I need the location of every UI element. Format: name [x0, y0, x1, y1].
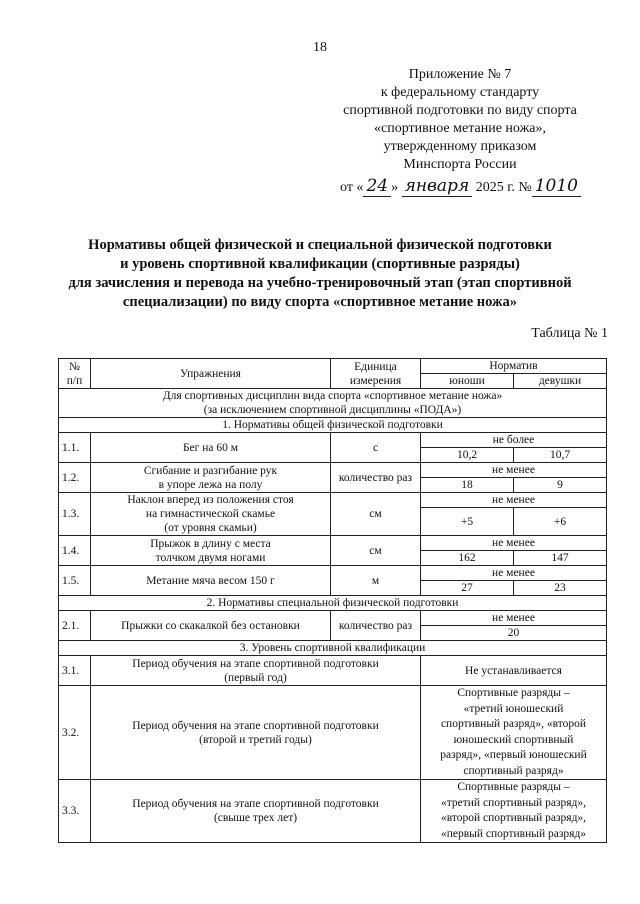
exercise-cell: Метание мяча весом 150 г: [91, 566, 331, 596]
table-row: [59, 463, 607, 478]
handwritten-month: января: [402, 176, 473, 197]
qualification-cell: Не устанавливается: [421, 656, 607, 686]
boys-value: 10,2: [421, 448, 514, 463]
row-number: 3.1.: [59, 656, 91, 686]
title-line: для зачисления и перевода на учебно-тренировочный этап (этап спортивной: [68, 275, 572, 291]
title-line: Нормативы общей физической и специальной физической подготовки: [88, 237, 552, 253]
appendix-line: утвержденному приказом: [383, 139, 537, 154]
table-number: Таблица № 1: [531, 326, 608, 341]
section-1-title: 1. Нормативы общей физической подготовки: [59, 418, 607, 433]
table-row: [59, 493, 607, 508]
row-number: 1.5.: [59, 566, 91, 596]
row-number: 1.4.: [59, 536, 91, 566]
row-number: 2.1.: [59, 611, 91, 641]
qualification-cell: Спортивные разряды – «третий юношеский спортивный разряд», «второй юношеский спортивный разряд», «первый юношеский спортивный разряд»: [421, 686, 607, 780]
table-row: [59, 611, 607, 626]
appendix-line: Минспорта России: [403, 157, 517, 172]
condition-cell: не менее: [421, 493, 607, 508]
table-row: [59, 780, 607, 843]
period-cell: Период обучения на этапе спортивной подготовки (свыше трех лет): [91, 780, 421, 843]
row-number: 1.3.: [59, 493, 91, 536]
unit-cell: см: [331, 536, 421, 566]
girls-value: 10,7: [514, 448, 607, 463]
value-cell: 20: [421, 626, 607, 641]
row-number: 3.2.: [59, 686, 91, 780]
table-row: [59, 686, 607, 780]
girls-value: +6: [514, 508, 607, 536]
appendix-line: «спортивное метание ножа»,: [374, 121, 546, 136]
girls-value: 147: [514, 551, 607, 566]
boys-value: +5: [421, 508, 514, 536]
table-row: [59, 433, 607, 448]
header-number: № п/п: [59, 359, 91, 389]
condition-cell: не менее: [421, 536, 607, 551]
scope-cell: Для спортивных дисциплин вида спорта «спортивное метание ножа» (за исключением спортивной дисциплины «ПОДА»): [59, 389, 607, 418]
appendix-header: [340, 66, 580, 197]
appendix-line: спортивной подготовки по виду спорта: [343, 103, 577, 118]
handwritten-day: 24: [363, 176, 391, 197]
boys-value: 27: [421, 581, 514, 596]
row-number: 1.1.: [59, 433, 91, 463]
document-title: [30, 236, 610, 312]
boys-value: 162: [421, 551, 514, 566]
year-text: 2025 г. №: [475, 180, 532, 195]
appendix-line: Приложение № 7: [408, 67, 512, 82]
period-cell: Период обучения на этапе спортивной подготовки (первый год): [91, 656, 421, 686]
section-row: [59, 641, 607, 656]
appendix-line: к федеральному стандарту: [380, 85, 540, 100]
unit-cell: количество раз: [331, 463, 421, 493]
condition-cell: не менее: [421, 566, 607, 581]
row-number: 1.2.: [59, 463, 91, 493]
girls-value: 23: [514, 581, 607, 596]
date-prefix: от «: [340, 180, 364, 195]
boys-value: 18: [421, 478, 514, 493]
header-boys: юноши: [421, 374, 514, 389]
girls-value: 9: [514, 478, 607, 493]
table-row: [59, 566, 607, 581]
period-cell: Период обучения на этапе спортивной подготовки (второй и третий годы): [91, 686, 421, 780]
header-norm: Норматив: [421, 359, 607, 374]
quote-close: »: [391, 180, 399, 195]
exercise-cell: Наклон вперед из положения стоя на гимнастической скамье (от уровня скамьи): [91, 493, 331, 536]
table-row: [59, 656, 607, 686]
order-date-line: [340, 177, 580, 197]
title-line: специализации) по виду спорта «спортивное метание ножа»: [122, 294, 518, 310]
norms-table: [58, 358, 607, 843]
unit-cell: количество раз: [331, 611, 421, 641]
table-row: [59, 536, 607, 551]
exercise-cell: Прыжок в длину с места толчком двумя ногами: [91, 536, 331, 566]
exercise-cell: Прыжки со скакалкой без остановки: [91, 611, 331, 641]
section-row: [59, 418, 607, 433]
unit-cell: м: [331, 566, 421, 596]
title-line: и уровень спортивной квалификации (спортивные разряды): [120, 256, 520, 272]
section-2-title: 2. Нормативы специальной физической подготовки: [59, 596, 607, 611]
section-3-title: 3. Уровень спортивной квалификации: [59, 641, 607, 656]
scope-row: [59, 389, 607, 418]
row-number: 3.3.: [59, 780, 91, 843]
handwritten-number: 1010: [532, 176, 581, 197]
condition-cell: не менее: [421, 611, 607, 626]
section-row: [59, 596, 607, 611]
exercise-cell: Бег на 60 м: [91, 433, 331, 463]
qualification-cell: Спортивные разряды – «третий спортивный разряд», «второй спортивный разряд», «первый спортивный разряд»: [421, 780, 607, 843]
unit-cell: с: [331, 433, 421, 463]
header-exercise: Упражнения: [91, 359, 331, 389]
page-number: 18: [313, 40, 327, 55]
condition-cell: не менее: [421, 463, 607, 478]
unit-cell: см: [331, 493, 421, 536]
header-girls: девушки: [514, 374, 607, 389]
header-unit: Единица измерения: [331, 359, 421, 389]
exercise-cell: Сгибание и разгибание рук в упоре лежа на полу: [91, 463, 331, 493]
table-header-row: [59, 359, 607, 374]
condition-cell: не более: [421, 433, 607, 448]
